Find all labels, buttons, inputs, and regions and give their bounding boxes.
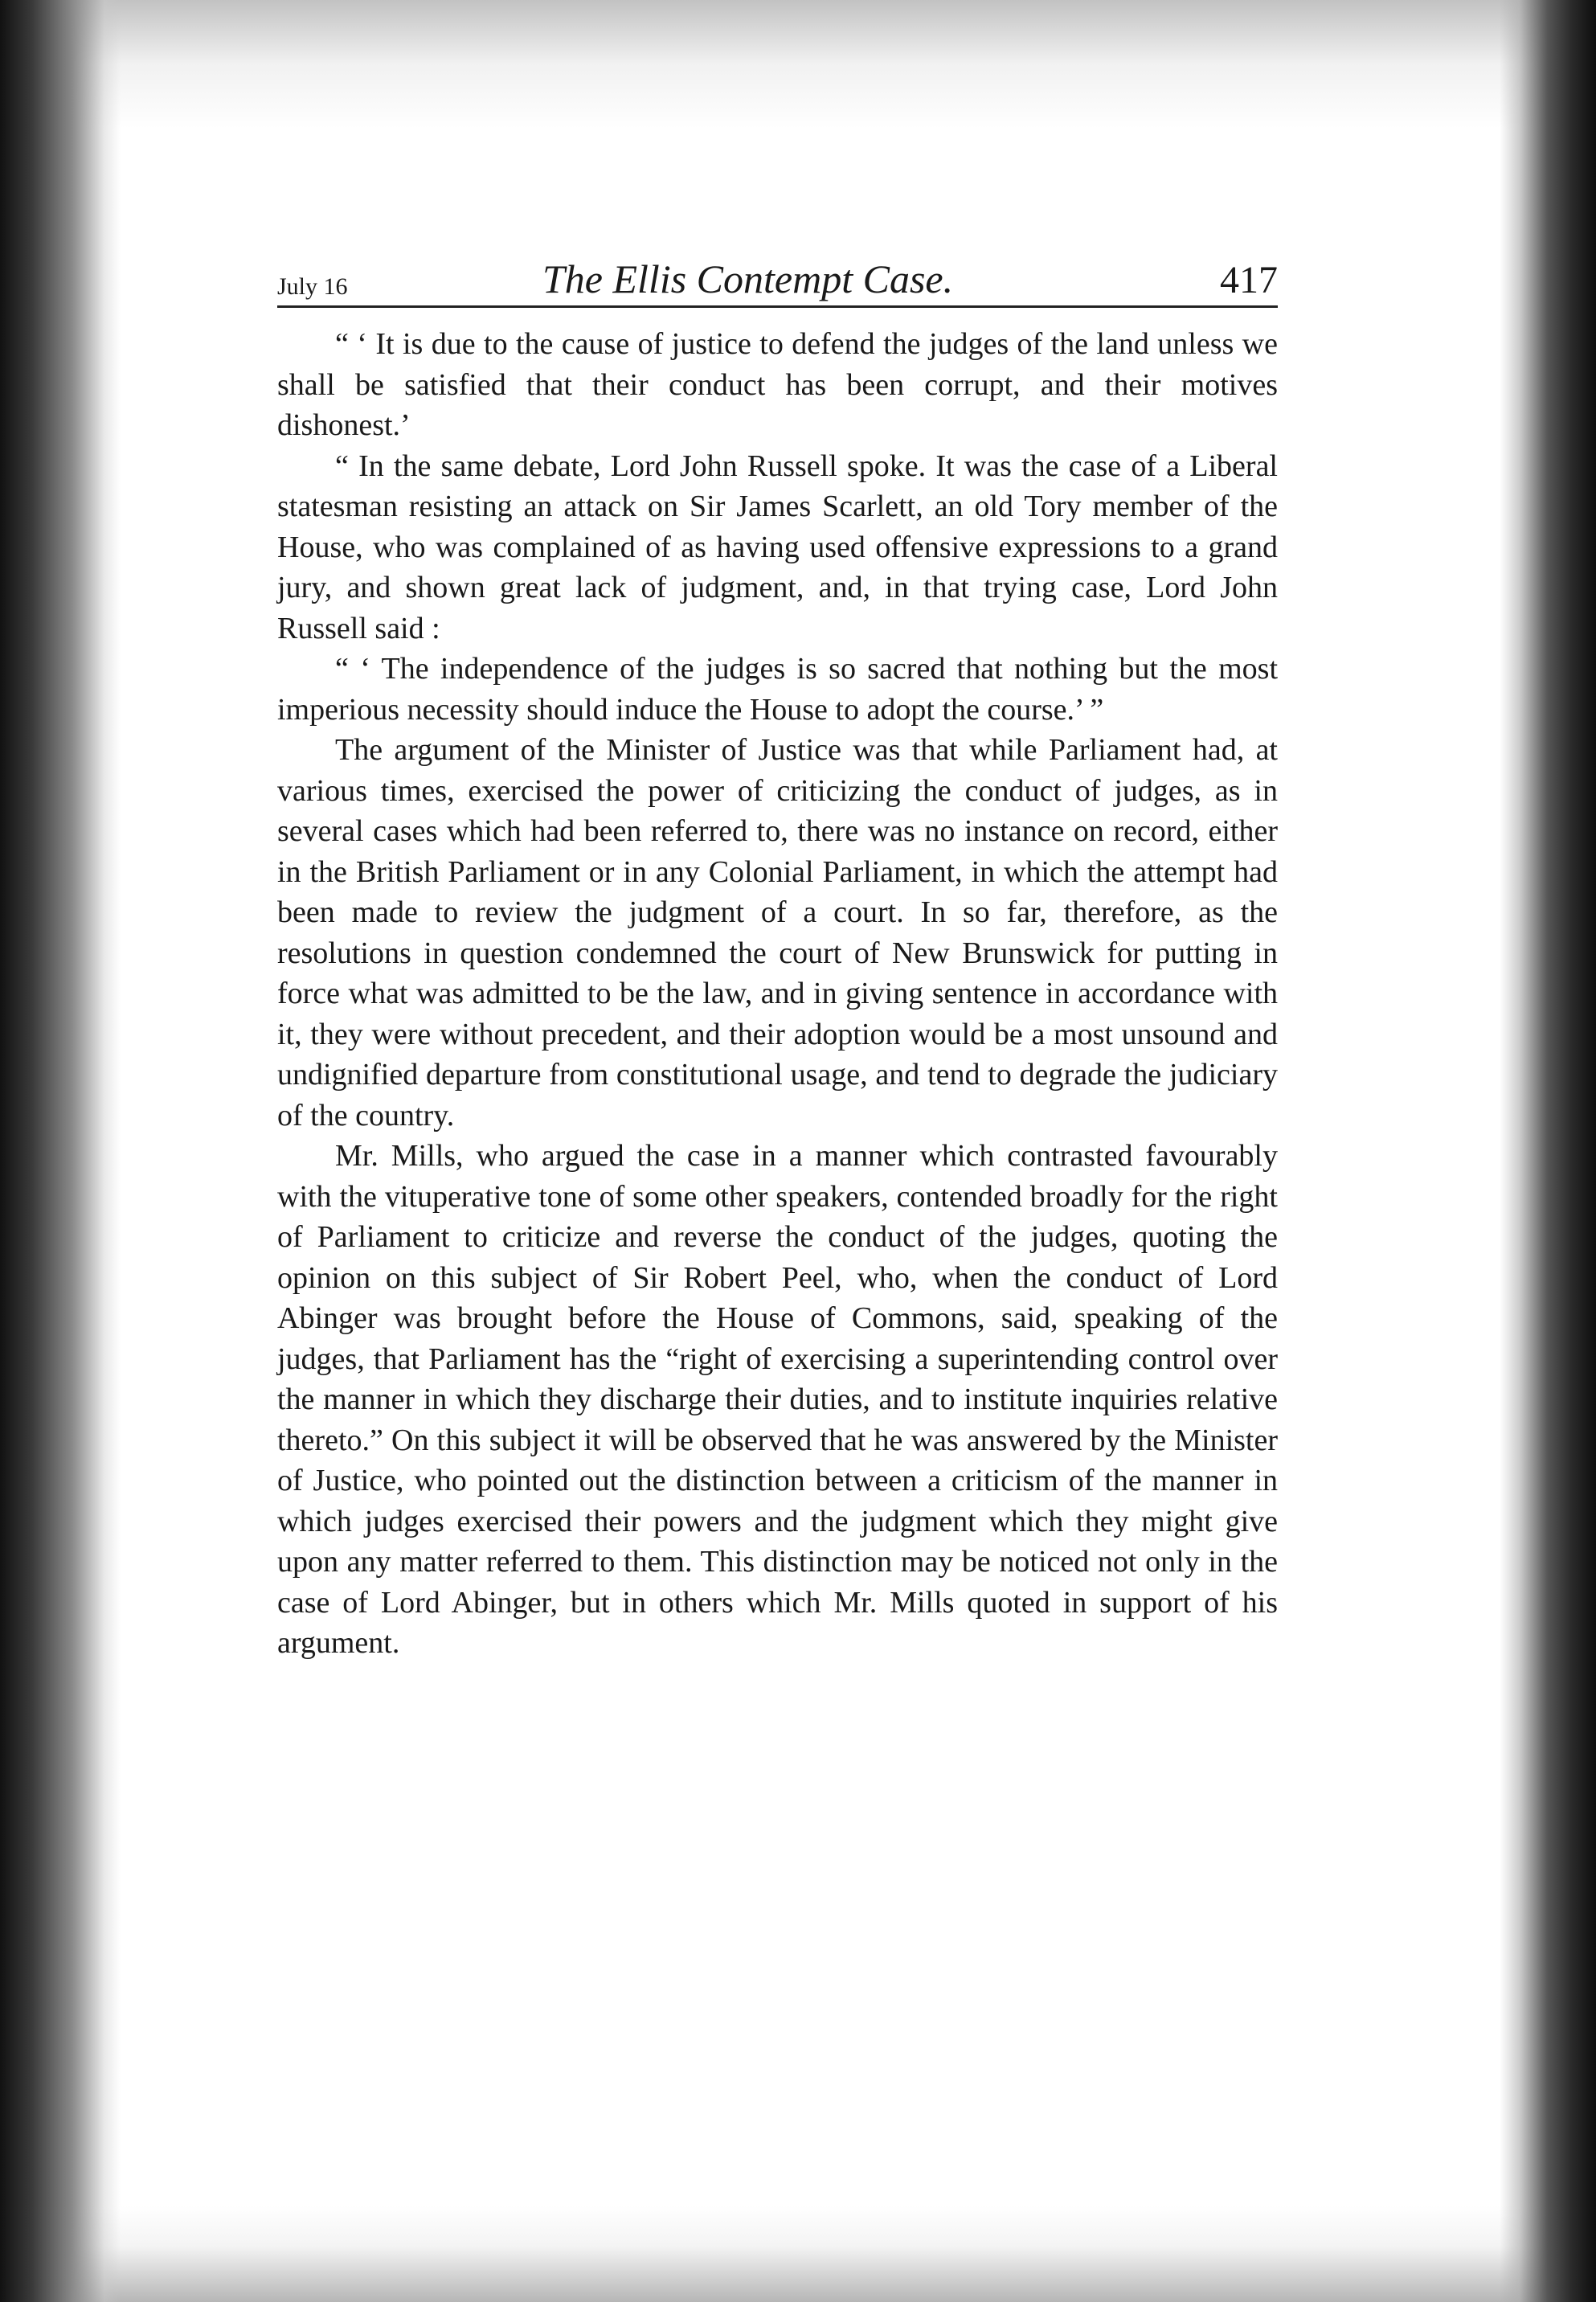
paragraph-russell-debate: “ In the same debate, Lord John Russell spoke. It was the case of a Liberal statesman resisting an attack on Sir James Scarlett, an old Tory member of the House, who was complained of as having used offensive expressions to a grand jury, and shown great lack of judgment, and, in that trying case, Lord John Russell said :	[277, 449, 1278, 645]
running-head	[277, 241, 1278, 308]
paragraph-quote-2: “ ‘ The independence of the judges is so sacred that nothing but the most imperious necessity should induce the House to adopt the course.’ ”	[277, 652, 1278, 727]
scan-edge-right	[1500, 0, 1596, 2302]
page-body	[277, 324, 1278, 1664]
book-page	[277, 241, 1278, 1664]
page-date: July 16	[277, 273, 348, 300]
scan-edge-left	[0, 0, 121, 2302]
paragraph-mr-mills: Mr. Mills, who argued the case in a manner which contrasted favourably with the vituperative tone of some other speakers, contended broadly for the right of Parliament to criticize and reverse the conduct of the judges, quoting the opinion on this subject of Sir Robert Peel, who, when the conduct of Lord Abinger was brought before the House of Commons, said, speaking of the judges, that Parliament has the “right of exercising a superintending control over the manner in which they discharge their duties, and to institute inquiries relative thereto.” On this subject it will be observed that he was answered by the Minister of Justice, who pointed out the distinction between a criticism of the manner in which judges exercised their powers and the judgment which they might give upon any matter referred to them. This distinction may be noticed not only in the case of Lord Abinger, but in others which Mr. Mills quoted in support of his argument.	[277, 1139, 1278, 1660]
scan-edge-top	[0, 0, 1596, 129]
page-number: 417	[1220, 259, 1278, 301]
paragraph-quote-1: “ ‘ It is due to the cause of justice to defend the judges of the land unless we shall be satisfied that their conduct has been corrupt, and their motives dishonest.’	[277, 327, 1278, 442]
scan-edge-bottom	[0, 2206, 1596, 2302]
paragraph-minister-argument: The argument of the Minister of Justice was that while Parliament had, at various times, exercised the power of criticizing the conduct of judges, as in several cases which had been referred to, there was no instance on record, either in the British Parliament or in any Colonial Parliament, in which the attempt had been made to review the judgment of a court. In so far, therefore, as the resolutions in question condemned the court of New Brunswick for putting in force what was admitted to be the law, and in giving sentence in accordance with it, they were without precedent, and their adoption would be a most unsound and undignified departure from constitutional usage, and tend to degrade the judiciary of the country.	[277, 733, 1278, 1133]
page-title: The Ellis Contempt Case.	[542, 256, 954, 301]
